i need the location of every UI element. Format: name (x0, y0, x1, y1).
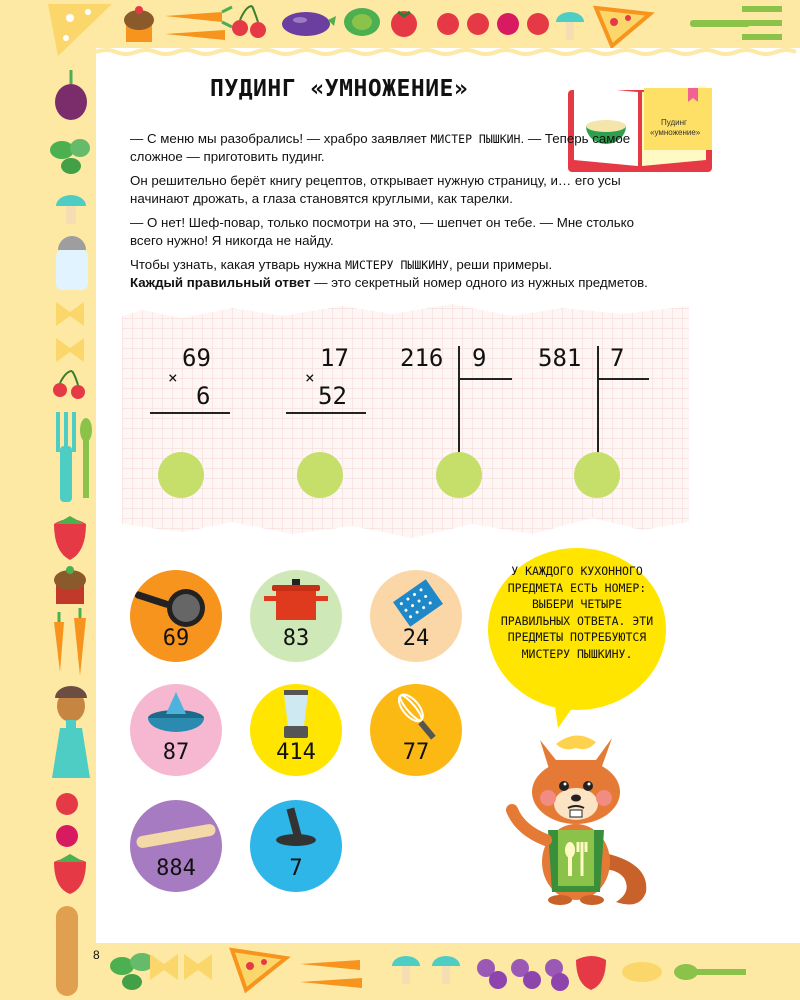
div1-vertical-line (458, 346, 460, 456)
pasta-icon (622, 962, 662, 982)
pizza-icon (596, 8, 650, 46)
mult2-bottom: 52 (318, 382, 347, 410)
carrot-icon (300, 960, 362, 988)
character-name: МИСТЕРУ ПЫШКИНУ (345, 258, 449, 272)
div1-divisor: 9 (472, 344, 487, 372)
grater-icon (52, 720, 90, 778)
bread-icon (56, 906, 78, 996)
pizza-icon (232, 950, 286, 990)
mult2-top: 17 (320, 344, 349, 372)
basil-icon (50, 139, 90, 174)
item-rolling-pin[interactable] (130, 800, 222, 892)
fork-icon (690, 6, 782, 40)
item-code: 884 (156, 856, 196, 881)
item-code: 7 (289, 856, 303, 881)
cherry-icon (232, 6, 266, 38)
item-code: 83 (282, 626, 310, 651)
spoon-icon (674, 964, 746, 980)
div1-line (458, 378, 512, 380)
mult1-line (150, 412, 230, 414)
tomato-icon (391, 11, 417, 37)
paragraph-intro: — С меню мы разобрались! — храбро заявляет МИСТЕР ПЫШКИН. — Теперь самое сложное — приготовить пудинг. (130, 131, 631, 164)
item-code: 414 (276, 740, 316, 765)
div2-line (597, 378, 649, 380)
mult2-line (286, 412, 366, 414)
lettuce-icon (344, 8, 380, 36)
item-grater[interactable] (370, 570, 462, 662)
cherry-icon (53, 371, 85, 399)
speech-bubble-text: У КАЖДОГО КУХОННОГО ПРЕДМЕТА ЕСТЬ НОМЕР: ВЫБЕРИ ЧЕТЫРЕ ПРАВИЛЬНЫХ ОТВЕТА. ЭТИ ПРЕДМЕТЫ ПОТРЕБУЮТСЯ МИСТЕРУ ПЫШКИНУ. (500, 564, 654, 661)
strawberry-icon (576, 956, 606, 990)
item-whisk[interactable] (370, 684, 462, 776)
item-potato-masher[interactable] (250, 800, 342, 892)
div2-vertical-line (597, 346, 599, 456)
item-code: 77 (402, 740, 430, 765)
spoon-icon (80, 418, 92, 498)
mushroom-icon (556, 12, 584, 40)
paragraph-quote: — О нет! Шеф-повар, только посмотри на это, — шепчет он тебе. — Мне столько всего нужно! Я никогда не найду. (130, 215, 635, 248)
pasta-icon (150, 954, 212, 980)
fork-icon (56, 412, 76, 502)
mult1-sign: × (168, 368, 178, 387)
answer-circle-3[interactable] (436, 452, 482, 498)
item-blender[interactable] (250, 684, 342, 776)
mult1-bottom: 6 (196, 382, 211, 410)
paragraph-recipe: Он решительно берёт книгу рецептов, открывает нужную страницу, и… его усы начинают дрожать, а глаза становятся круглыми, как тарелки. (130, 173, 621, 206)
item-code: 87 (162, 740, 190, 765)
answer-circle-2[interactable] (297, 452, 343, 498)
answer-circle-4[interactable] (574, 452, 620, 498)
pasta-icon (56, 302, 84, 362)
carrot-icon (165, 7, 232, 40)
item-code: 24 (402, 626, 430, 651)
eggplant-icon (282, 12, 336, 36)
mushroom-icon (392, 956, 460, 984)
cupcake-icon (124, 6, 154, 42)
raspberry-icon (56, 793, 78, 847)
cupcake-icon (54, 566, 86, 604)
raspberry-icon (437, 13, 549, 35)
grid-paper (122, 298, 689, 540)
page-title: ПУДИНГ «УМНОЖЕНИЕ» (210, 76, 469, 102)
answer-circle-1[interactable] (158, 452, 204, 498)
paragraph-task: Чтобы узнать, какая утварь нужна МИСТЕРУ ПЫШКИНУ, реши примеры. Каждый правильный ответ — это секретный номер одного из нужных предметов. (130, 257, 648, 290)
salt-shaker-icon (56, 236, 88, 290)
mushroom-icon (56, 195, 86, 224)
item-frying-pan[interactable] (130, 570, 222, 662)
grapes-icon (477, 959, 569, 991)
div2-divisor: 7 (610, 344, 625, 372)
item-code: 69 (162, 626, 190, 651)
div2-dividend: 581 (538, 344, 582, 372)
wavy-edge (96, 48, 800, 56)
div1-dividend: 216 (400, 344, 444, 372)
character-name: МИСТЕР ПЫШКИН (430, 132, 521, 146)
onion-icon (55, 70, 87, 120)
basil-icon (110, 953, 154, 990)
carrot-icon (54, 608, 86, 676)
page-number: 8 (93, 948, 100, 962)
strawberry-icon (54, 516, 86, 560)
mult2-sign: × (305, 368, 315, 387)
strawberry-icon (54, 854, 86, 894)
recipe-book-label: Пудинг «умножение» (650, 118, 701, 137)
item-pot[interactable] (250, 570, 342, 662)
mult1-top: 69 (182, 344, 211, 372)
mister-pyshkin-icon (500, 720, 660, 906)
item-citrus-juicer[interactable] (130, 684, 222, 776)
acorn-icon (55, 686, 87, 722)
